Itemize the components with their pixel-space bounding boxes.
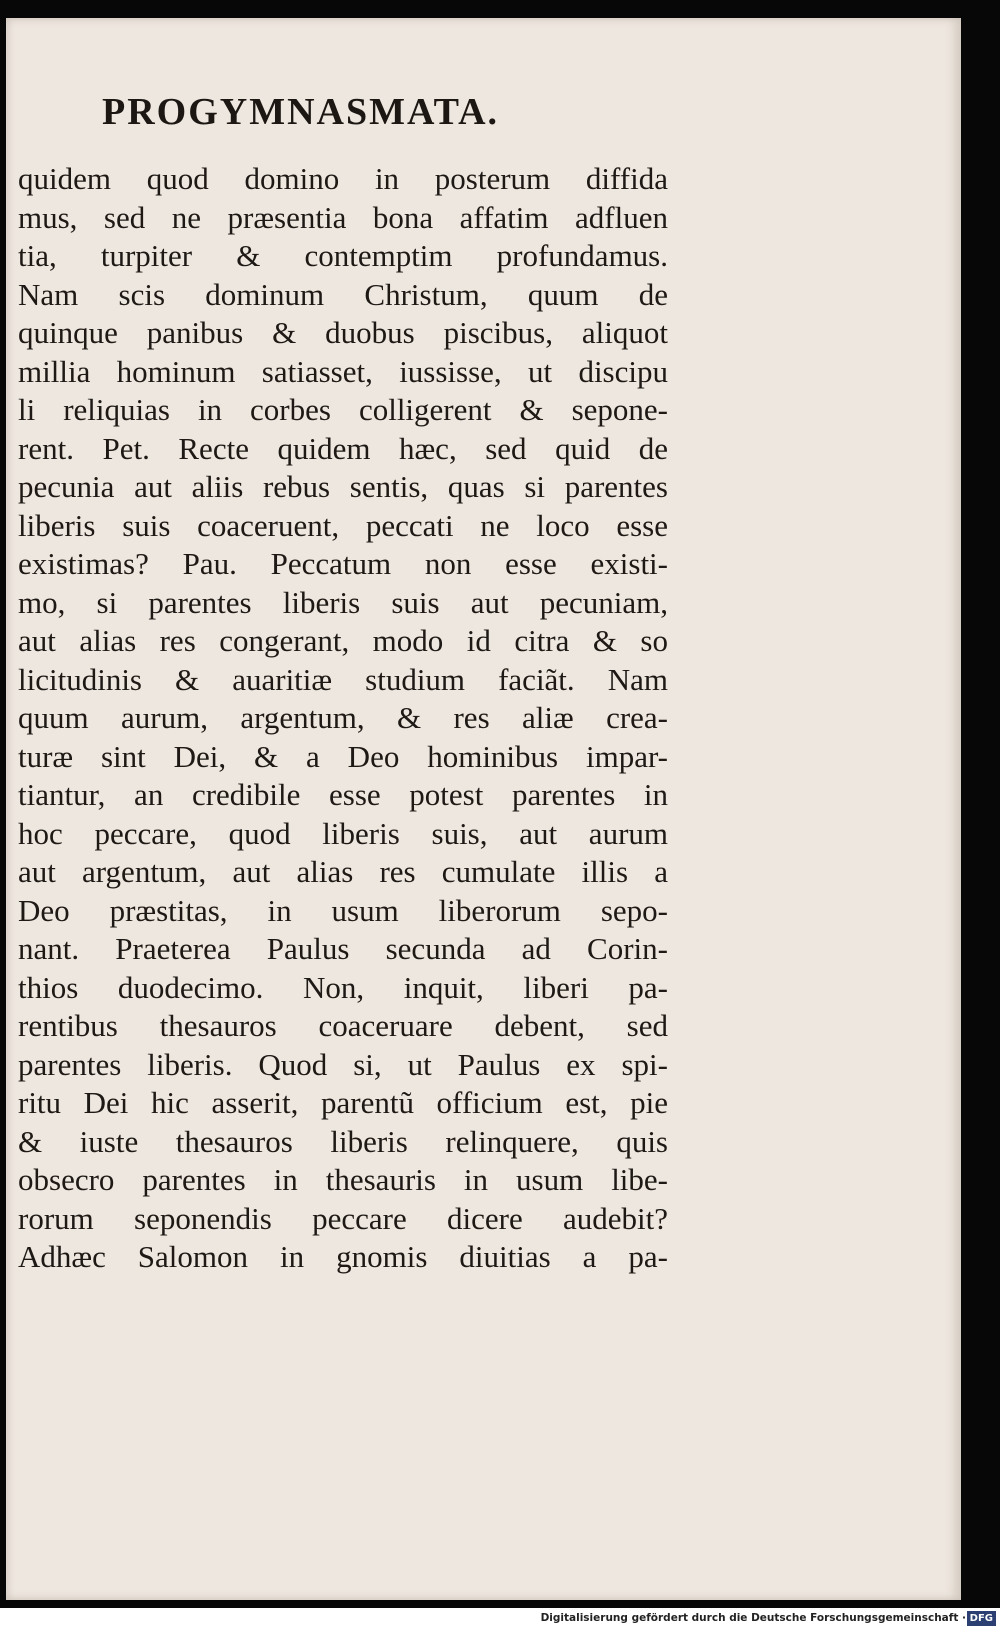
text-line: aut alias res congerant, modo id citra & so	[18, 623, 668, 658]
text-line: Adhæc Salomon in gnomis diuitias a pa-	[18, 1239, 668, 1274]
text-line: Nam scis dominum Christum, quum de	[18, 276, 668, 312]
text-line: ritu Dei hic asserit, parentũ officium est, pie	[18, 1085, 668, 1120]
text-line: millia hominum satiasset, iussisse, ut discipu	[18, 353, 668, 389]
text-line: aut argentum, aut alias res cumulate illis a	[18, 854, 668, 889]
text-line: parentes liberis. Quod si, ut Paulus ex spi-	[18, 1046, 668, 1082]
text-line: tia, turpiter & contemptim profundamus.	[18, 238, 668, 273]
dfg-logo: DFG	[967, 1611, 996, 1626]
text-line: Deo præstitas, in usum liberorum sepo-	[18, 892, 668, 928]
text-line: tiantur, an credibile esse potest parentes in	[18, 777, 668, 812]
text-line: obsecro parentes in thesauris in usum libe-	[18, 1162, 668, 1197]
text-block	[18, 160, 668, 1277]
text-line: & iuste thesauros liberis relinquere, quis	[18, 1123, 668, 1159]
book-page	[6, 18, 961, 1600]
text-line: nant. Praeterea Paulus secunda ad Corin-	[18, 931, 668, 966]
text-line: pecunia aut aliis rebus sentis, quas si parentes	[18, 469, 668, 504]
text-line: rorum seponendis peccare dicere audebit?	[18, 1200, 668, 1236]
running-head: PROGYMNASMATA.	[102, 91, 500, 133]
text-line: quinque panibus & duobus piscibus, aliquot	[18, 315, 668, 350]
text-line: li reliquias in corbes colligerent & sepone-	[18, 392, 668, 427]
text-line: liberis suis coaceruent, peccati ne loco esse	[18, 507, 668, 543]
text-line: turæ sint Dei, & a Deo hominibus impar-	[18, 738, 668, 774]
text-line: thios duodecimo. Non, inquit, liberi pa-	[18, 969, 668, 1005]
text-line: quum aurum, argentum, & res aliæ crea-	[18, 700, 668, 735]
footer-credit: Digitalisierung gefördert durch die Deutsche Forschungsgemeinschaft ·	[540, 1612, 966, 1624]
digitization-footer	[0, 1608, 1000, 1632]
text-line: rentibus thesauros coaceruare debent, sed	[18, 1008, 668, 1043]
text-line: licitudinis & auaritiæ studium faciãt. Nam	[18, 661, 668, 697]
text-line: existimas? Pau. Peccatum non esse existi-	[18, 546, 668, 581]
text-line: rent. Pet. Recte quidem hæc, sed quid de	[18, 430, 668, 466]
text-line: hoc peccare, quod liberis suis, aut aurum	[18, 815, 668, 851]
text-line: mo, si parentes liberis suis aut pecuniam,	[18, 584, 668, 620]
text-line: mus, sed ne præsentia bona affatim adfluen	[18, 199, 668, 235]
text-line: quidem quod domino in posterum diffida	[18, 161, 668, 196]
